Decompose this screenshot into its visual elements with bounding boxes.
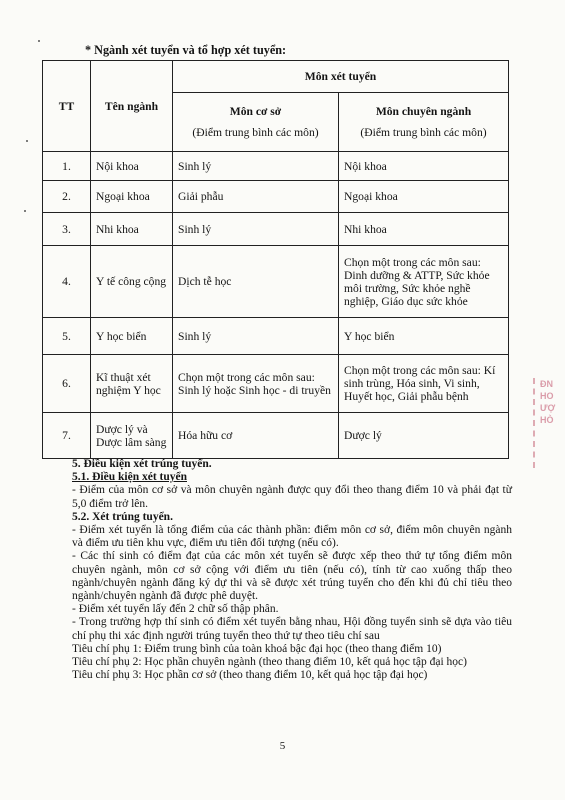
criterion: Tiêu chí phụ 3: Học phần cơ sở (theo thang điểm 10, kết quả học tập đại học) (72, 669, 428, 682)
base-subject: Sinh lý (173, 213, 339, 246)
subsection-title: 5.1. Điều kiện xét tuyển (72, 471, 187, 484)
major-subject: Chọn một trong các môn sau: Kí sinh trùng, Hóa sinh, Vi sinh, Huyết học, Giải phẫu bệnh (339, 355, 509, 413)
row-number: 3. (43, 213, 91, 246)
paragraph: - Trong trường hợp thí sinh có điểm xét tuyển bằng nhau, Hội đồng tuyển sinh sẽ dựa vào tiêu chí phụ thi xác định người trúng tuyển theo thứ tự theo tiêu chí sau (72, 616, 512, 642)
admission-conditions (72, 458, 512, 682)
major-name: Y học biển (91, 318, 173, 355)
scan-speck (26, 140, 28, 142)
col-header-base-note: (Điểm trung bình các môn) (192, 126, 319, 139)
col-header-base (173, 93, 339, 152)
section-title: 5. Điều kiện xét trúng tuyển. (72, 458, 212, 470)
col-header-major (339, 93, 509, 152)
paragraph: - Điểm xét tuyển là tổng điểm của các thành phần: điểm môn cơ sở, điểm môn chuyên ngành và điểm ưu tiên khu vực, điểm ưu tiên đối tượng (nếu có). (72, 524, 512, 550)
criterion: Tiêu chí phụ 1: Điểm trung bình của toàn khoá bậc đại học (theo thang điểm 10) (72, 642, 442, 655)
subsection-title: 5.2. Xét trúng tuyển. (72, 510, 173, 523)
row-number: 6. (43, 355, 91, 413)
major-subject: Nhi khoa (339, 213, 509, 246)
major-name: Kĩ thuật xét nghiệm Y học (91, 355, 173, 413)
row-number: 4. (43, 246, 91, 318)
major-name: Y tế công cộng (91, 246, 173, 318)
paragraph: - Điểm xét tuyển lấy đến 2 chữ số thập phân. (72, 603, 279, 616)
base-subject: Sinh lý (173, 152, 339, 181)
row-number: 2. (43, 181, 91, 213)
paragraph: - Các thí sinh có điểm đạt của các môn xét tuyển sẽ được xếp theo thứ tự tổng điểm môn chuyên ngành, môn cơ sở cộng với điểm ưu tiên (nếu có), tính từ cao xuống thấp theo ngành/chuyên ngành đăng ký dự thi và sẽ được xét trúng tuyển cho đến khi đủ chỉ tiêu theo ngành/chuyên ngành đã được phê duyệt. (72, 550, 512, 603)
col-header-base-label: Môn cơ sở (229, 105, 282, 118)
criterion: Tiêu chí phụ 2: Học phần chuyên ngành (theo thang điểm 10, kết quả học tập đại học) (72, 656, 467, 669)
col-header-tt: TT (43, 61, 91, 152)
table-row (43, 318, 509, 355)
major-name: Ngoại khoa (91, 181, 173, 213)
base-subject: Chọn một trong các môn sau: Sinh lý hoặc Sinh học - di truyền (173, 355, 339, 413)
major-subject: Ngoại khoa (339, 181, 509, 213)
table-row (43, 181, 509, 213)
major-name: Nội khoa (91, 152, 173, 181)
base-subject: Hóa hữu cơ (173, 413, 339, 459)
table-row (43, 213, 509, 246)
col-header-name: Tên ngành (91, 61, 173, 152)
page-number: 5 (279, 740, 286, 752)
major-name: Dược lý và Dược lâm sàng (91, 413, 173, 459)
major-subject: Nội khoa (339, 152, 509, 181)
stamp-fragment: ĐN HO ƯỢ HÒ (533, 378, 565, 468)
col-header-group: Môn xét tuyển (173, 61, 509, 93)
major-subject: Dược lý (339, 413, 509, 459)
col-header-major-note: (Điểm trung bình các môn) (360, 126, 487, 139)
base-subject: Giải phẫu (173, 181, 339, 213)
row-number: 1. (43, 152, 91, 181)
scan-speck (24, 210, 26, 212)
major-subject: Chọn một trong các môn sau: Dinh dưỡng & ATTP, Sức khỏe môi trường, Sức khỏe nghề nghiệp, Giáo dục sức khỏe (339, 246, 509, 318)
row-number: 7. (43, 413, 91, 459)
col-header-major-label: Môn chuyên ngành (375, 105, 472, 118)
table-row (43, 355, 509, 413)
table-row (43, 413, 509, 459)
base-subject: Sinh lý (173, 318, 339, 355)
row-number: 5. (43, 318, 91, 355)
base-subject: Dịch tễ học (173, 246, 339, 318)
scan-speck (38, 40, 40, 42)
major-subject: Y học biển (339, 318, 509, 355)
section-heading: * Ngành xét tuyển và tổ hợp xét tuyển: (85, 43, 287, 57)
table-row (43, 152, 509, 181)
paragraph: - Điểm của môn cơ sở và môn chuyên ngành được quy đổi theo thang điểm 10 và phải đạt từ 5,0 điểm trở lên. (72, 484, 512, 510)
major-name: Nhi khoa (91, 213, 173, 246)
table-row (43, 246, 509, 318)
majors-table (42, 60, 509, 459)
